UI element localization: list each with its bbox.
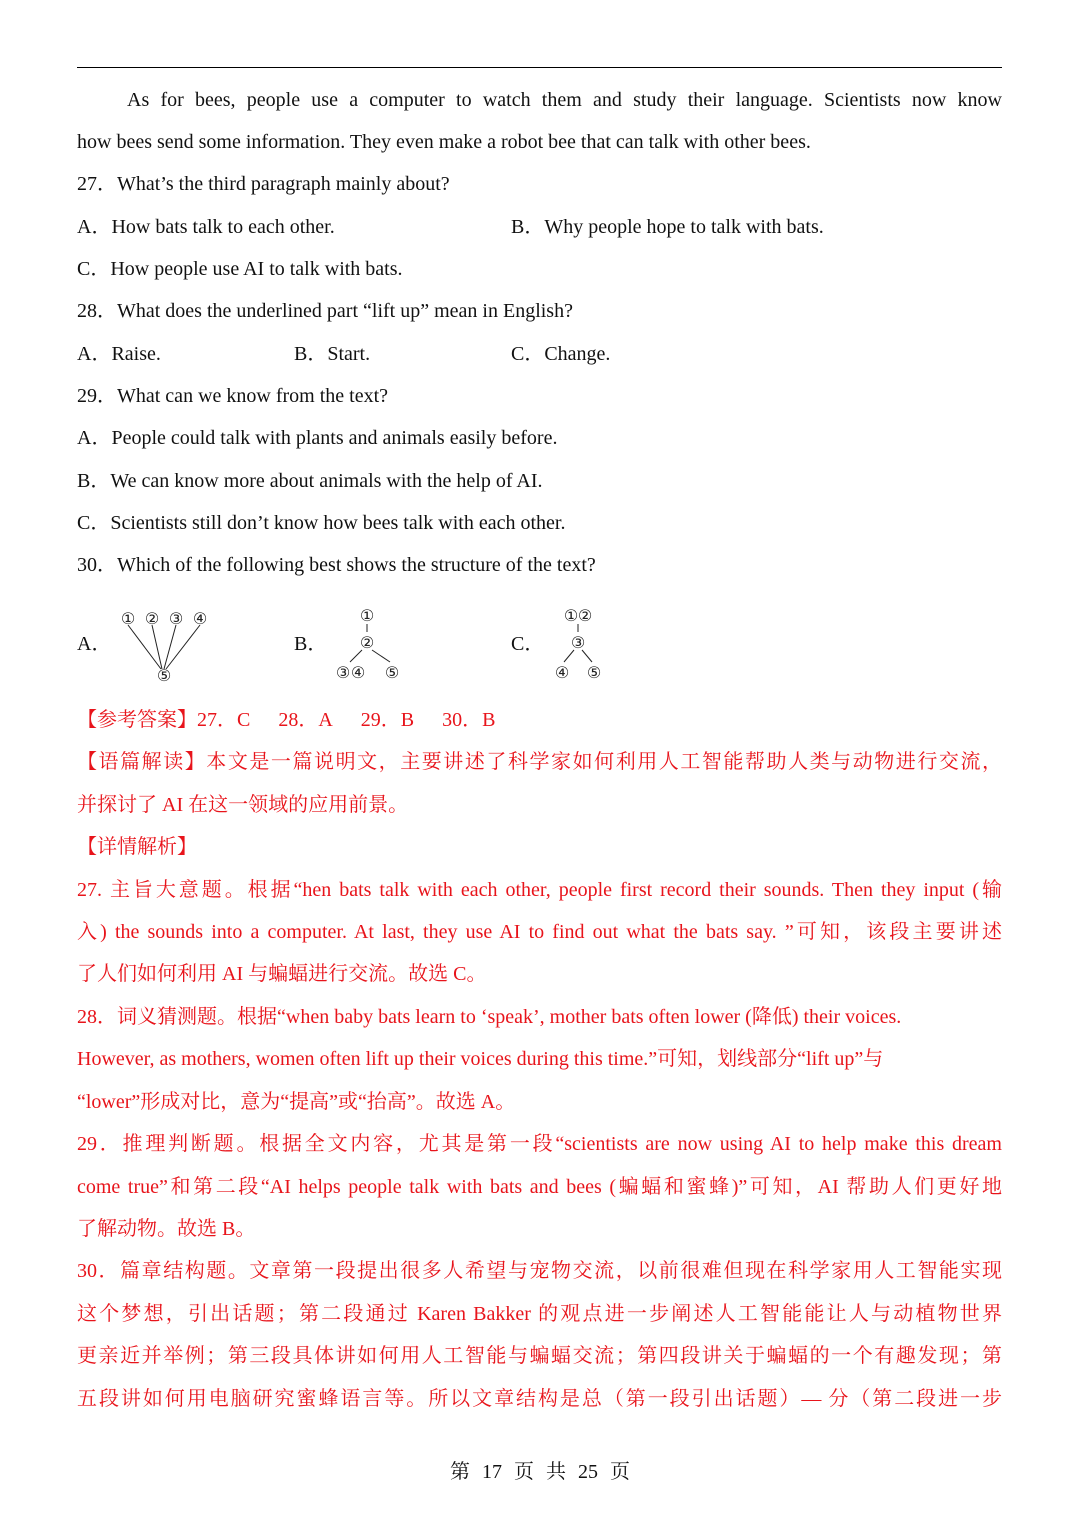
q30-option-c: C．: [511, 633, 545, 655]
analysis-29-line: 了解动物。故选 B。: [77, 1218, 256, 1240]
footer-ye: 页: [610, 1461, 630, 1483]
q29-option-b: B．We can know more about animals with the help of AI.: [77, 470, 543, 492]
q27-option-b: B．Why people hope to talk with bats.: [511, 216, 824, 238]
header-rule: [77, 67, 1002, 68]
q28-option-b: B．Start.: [294, 343, 371, 365]
passage-line: As for bees, people use a computer to watch them and study their language. Scientists now know: [127, 89, 1002, 111]
node-1: ①: [359, 606, 375, 625]
q27-option-a: A．How bats talk to each other.: [77, 216, 335, 238]
node-4: ④: [350, 663, 366, 682]
answer-28: 28．A: [278, 709, 333, 731]
current-page: 17: [482, 1461, 502, 1483]
node-3: ③: [168, 609, 184, 628]
answer-27: 27．C: [197, 709, 251, 731]
structure-diagram-a: [115, 605, 215, 683]
answer-30: 30．B: [442, 709, 496, 731]
node-3: ③: [570, 633, 586, 652]
node-5: ⑤: [586, 663, 602, 682]
passage-line: how bees send some information. They even make a robot bee that can talk with other bees.: [77, 131, 811, 153]
q29-option-c: C．Scientists still don’t know how bees talk with each other.: [77, 512, 566, 534]
analysis-27-line: 了人们如何利用 AI 与蝙蝠进行交流。故选 C。: [77, 963, 487, 985]
q27-option-c: C．How people use AI to talk with bats.: [77, 258, 403, 280]
page-footer: [0, 1460, 1080, 1484]
analysis-30-line: 更亲近并举例；第三段具体讲如何用人工智能与蝙蝠交流；第四段讲关于蝙蝠的一个有趣发现；第: [77, 1345, 1002, 1367]
answer-key-label: 【参考答案】: [77, 709, 197, 731]
reading-summary-line: 并探讨了 AI 在这一领域的应用前景。: [77, 794, 409, 816]
analysis-29-line: come true”和第二段“AI helps people talk with bats and bees (蝙蝠和蜜蜂)”可知，AI 帮助人们更好地: [77, 1176, 1002, 1198]
node-5: ⑤: [156, 666, 172, 683]
analysis-29-line: 29．推理判断题。根据全文内容，尤其是第一段“scientists are now using AI to help make this dream: [77, 1133, 1002, 1155]
analysis-28-line: “lower”形成对比，意为“提高”或“抬高”。故选 A。: [77, 1091, 516, 1113]
analysis-28-line: 28．词义猜测题。根据“when baby bats learn to ‘speak’, mother bats often lower (降低) their voices.: [77, 1006, 902, 1028]
question-29-stem: 29．What can we know from the text?: [77, 385, 389, 407]
node-3: ③: [335, 663, 351, 682]
node-1: ①: [563, 606, 579, 625]
node-2: ②: [577, 606, 593, 625]
node-2: ②: [144, 609, 160, 628]
structure-diagram-b: [328, 602, 408, 684]
analysis-30-line: 这个梦想，引出话题；第二段通过 Karen Bakker 的观点进一步阐述人工智能能让人与动植物世界: [77, 1303, 1002, 1325]
question-28-stem: 28．What does the underlined part “lift up” mean in English?: [77, 300, 573, 322]
footer-gong: 共: [546, 1461, 566, 1483]
analysis-title: 【详情解析】: [77, 836, 197, 858]
node-2: ②: [359, 633, 375, 652]
q28-option-c: C．Change.: [511, 343, 611, 365]
analysis-30-line: 30．篇章结构题。文章第一段提出很多人希望与宠物交流，以前很难但现在科学家用人工智能实现: [77, 1260, 1002, 1282]
q29-option-a: A．People could talk with plants and animals easily before.: [77, 427, 558, 449]
total-pages: 25: [578, 1461, 598, 1483]
question-30-stem: 30．Which of the following best shows the structure of the text?: [77, 554, 596, 576]
q30-option-a: A．: [77, 633, 112, 655]
q30-option-b: B．: [294, 633, 328, 655]
analysis-28-line: However, as mothers, women often lift up their voices during this time.”可知，划线部分“lift up”与: [77, 1048, 884, 1070]
answer-29: 29．B: [360, 709, 415, 731]
answer-key: [77, 708, 495, 732]
footer-di: 第: [450, 1461, 470, 1483]
analysis-27-line: 入) the sounds into a computer. At last, they use AI to find out what the bats say. ”可知，该段主要讲述: [77, 921, 1002, 943]
footer-ye: 页: [514, 1461, 534, 1483]
q28-option-a: A．Raise.: [77, 343, 161, 365]
analysis-30-line: 五段讲如何用电脑研究蜜蜂语言等。所以文章结构是总（第一段引出话题）— 分（第二段进一步: [77, 1388, 1002, 1410]
question-27-stem: 27．What’s the third paragraph mainly about?: [77, 173, 450, 195]
reading-summary-line: 【语篇解读】本文是一篇说明文，主要讲述了科学家如何利用人工智能帮助人类与动物进行交流，: [77, 751, 1002, 773]
node-4: ④: [192, 609, 208, 628]
node-1: ①: [120, 609, 136, 628]
node-5: ⑤: [384, 663, 400, 682]
node-4: ④: [554, 663, 570, 682]
structure-diagram-c: [545, 602, 615, 684]
analysis-27-line: 27. 主旨大意题。根据“hen bats talk with each other, people first record their sounds. Then they input (输: [77, 879, 1002, 901]
